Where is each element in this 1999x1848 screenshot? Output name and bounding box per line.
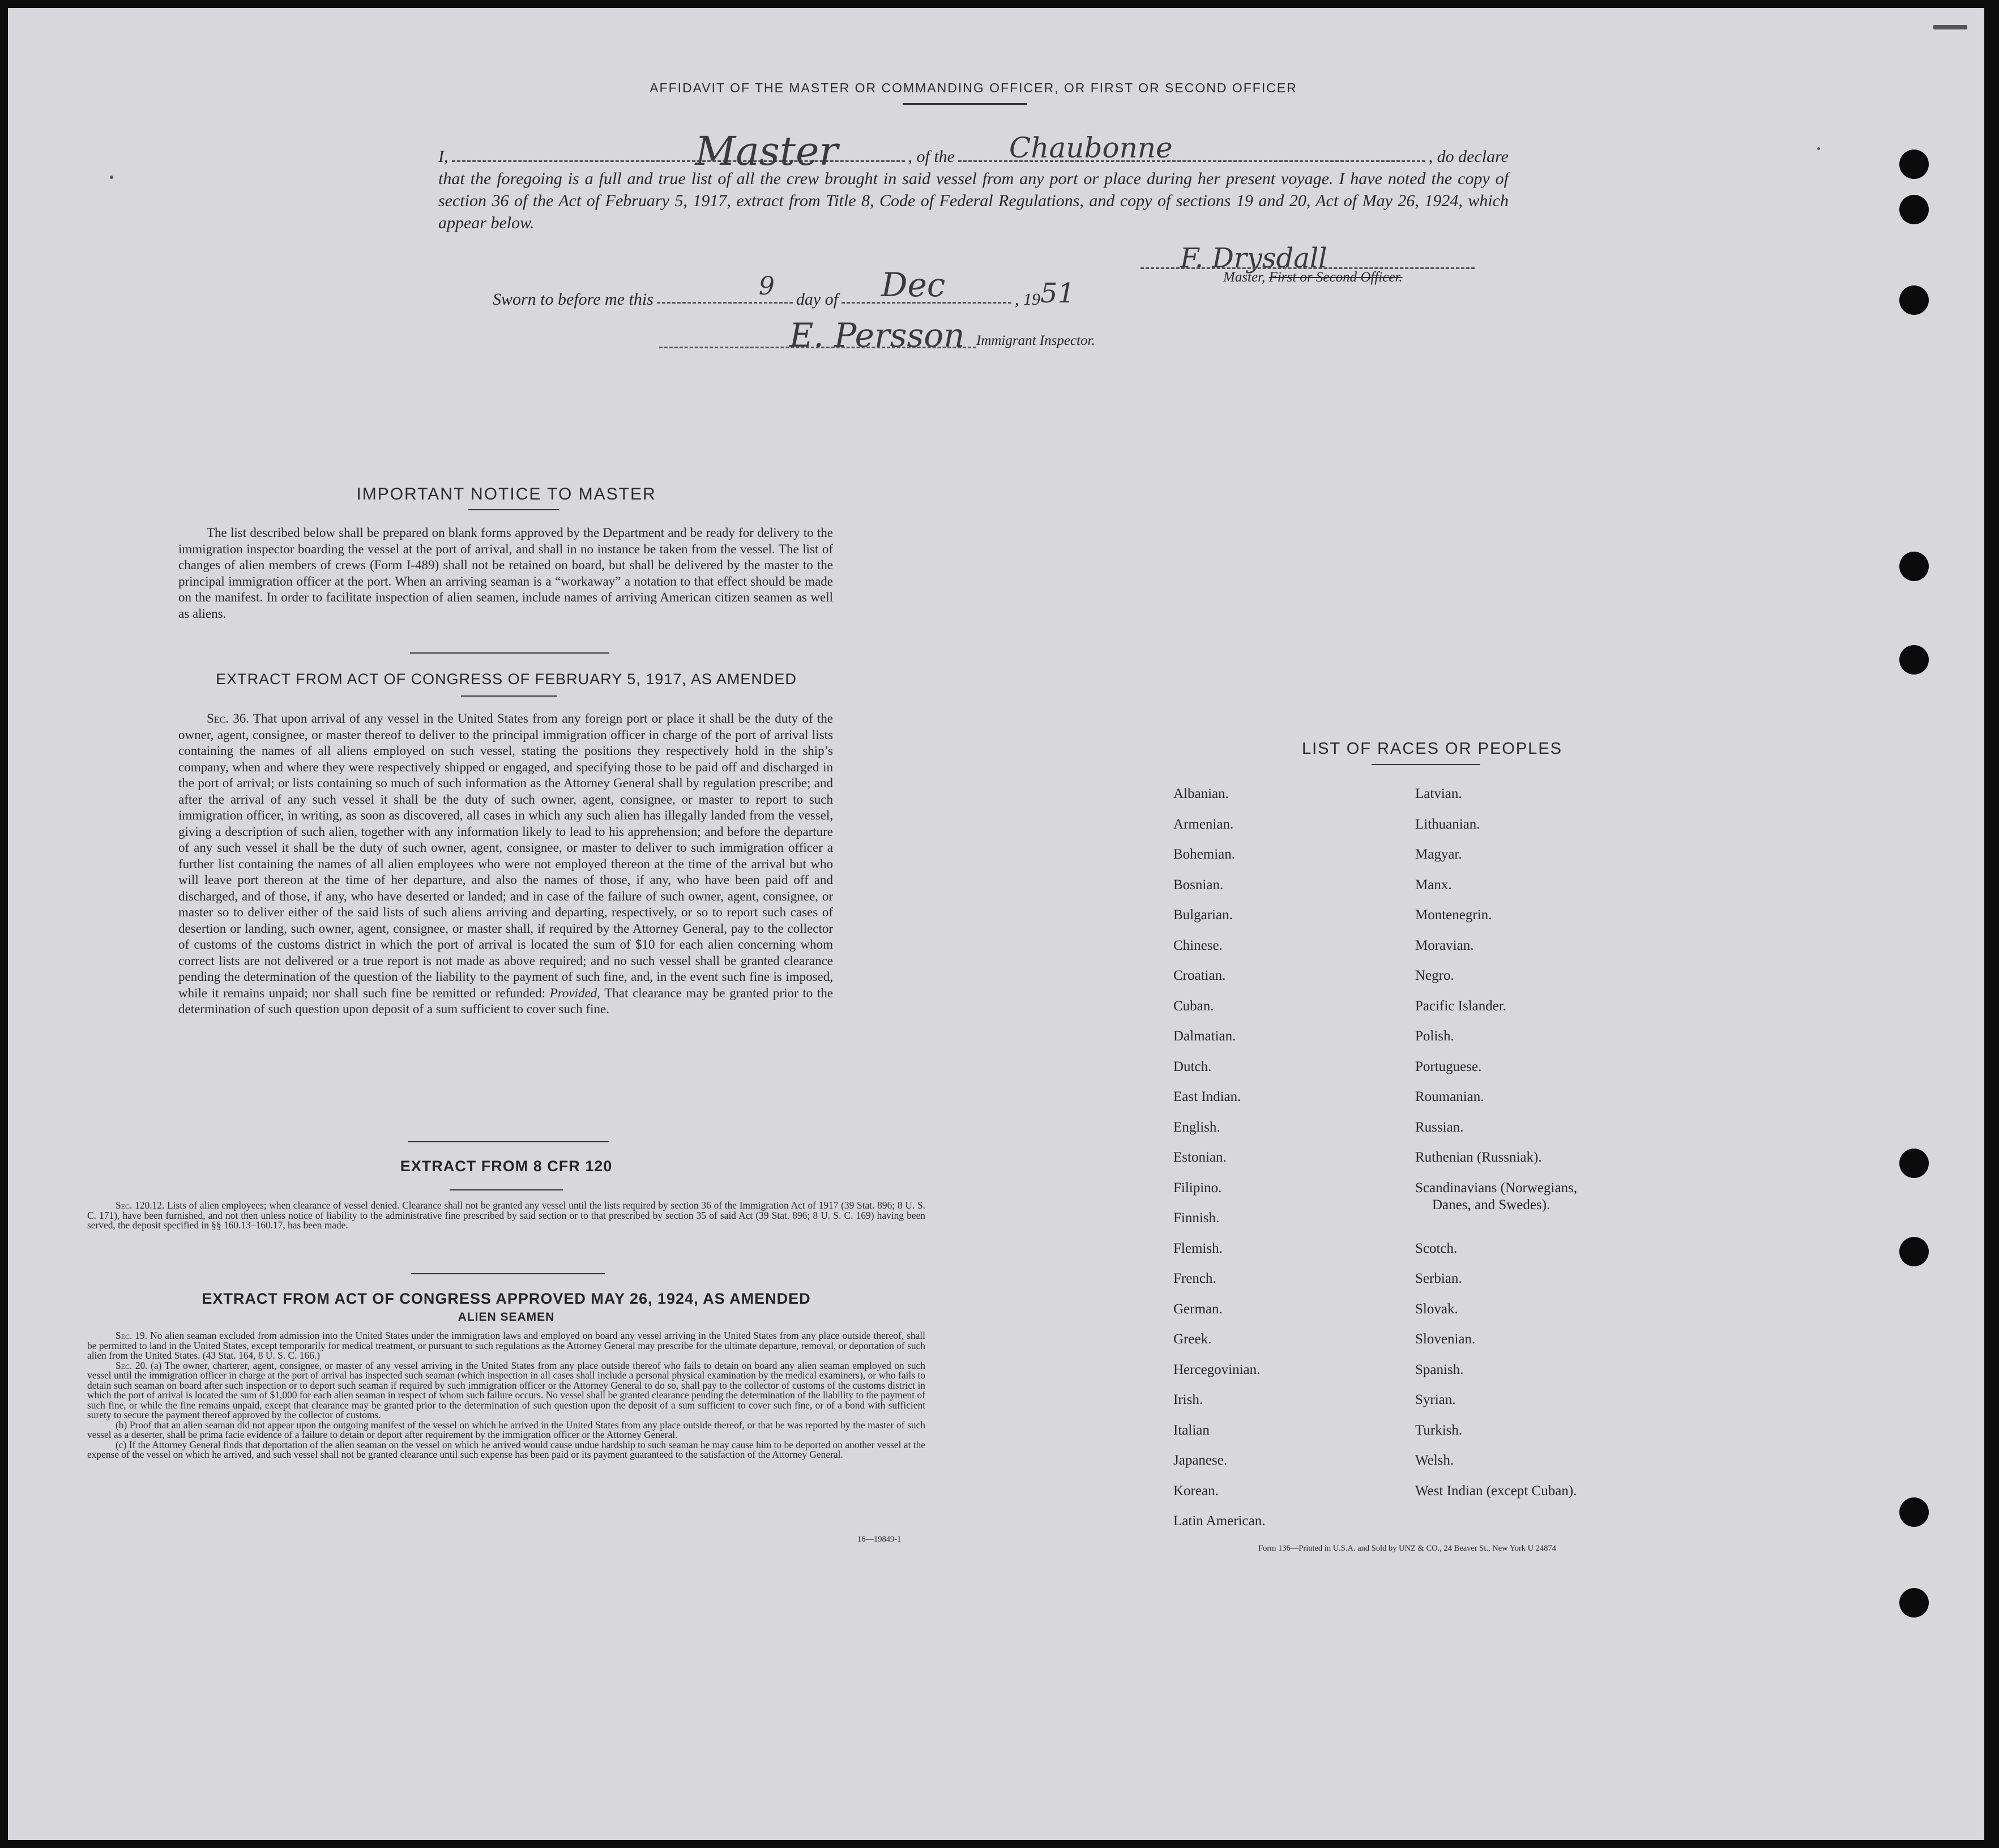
- divider: [1372, 764, 1480, 765]
- section-20a: [87, 1361, 925, 1420]
- divider: [468, 509, 559, 510]
- caption-struck-officer: First or Second Officer.: [1268, 270, 1403, 285]
- race-item: Korean.: [1173, 1483, 1219, 1499]
- race-item: Syrian.: [1415, 1392, 1456, 1407]
- race-item: Magyar.: [1415, 847, 1462, 862]
- handwritten-year: 51: [1040, 278, 1075, 309]
- form-code: 16—19849-1: [857, 1535, 902, 1544]
- race-item: Danes, and Swedes).: [1432, 1197, 1550, 1213]
- race-item: Polish.: [1415, 1028, 1454, 1044]
- race-item: Ruthenian (Russniak).: [1415, 1150, 1542, 1165]
- affidavit-title: AFFIDAVIT OF THE MASTER OR COMMANDING OFFICER, OR FIRST OR SECOND OFFICER: [650, 80, 1297, 95]
- edge-mark: [1933, 25, 1967, 29]
- race-item: Estonian.: [1173, 1150, 1227, 1165]
- punch-hole: [1899, 195, 1929, 224]
- race-item: Pacific Islander.: [1415, 998, 1507, 1014]
- section-36-label: Sec. 36.: [207, 711, 250, 725]
- race-item: Scandinavians (Norwegians,: [1415, 1180, 1578, 1196]
- race-item: Latvian.: [1415, 786, 1462, 801]
- alien-seamen-subtitle: ALIEN SEAMEN: [458, 1311, 555, 1324]
- section-36-text: That upon arrival of any vessel in the United States from any foreign port or place it shall be the duty of the owner, agent, consignee, or master thereof to deliver to the principal immigration officer in charge of the port of arrival lists containing the names of all aliens employed on such vessel, stating the positions they respectively hold in the ship’s company, when and where they were respectively shipped or engaged, and specifying those to be paid off and discharged in the port of arrival; or lists containing so much of such information as the Attorney General shall by regulation prescribe; and after the arrival of any such vessel it shall be the duty of such owner, agent, consignee, or master to report to such immigration officer, in writing, as soon as discovered, all cases in which any such alien has illegally landed from the vessel, giving a description of such alien, together with any information likely to lead to his apprehension; and before the departure of any such vessel it shall be the duty of such owner, agent, consignee, or master to deliver to such immigration officer a further list containing the names of all alien employees who were not employed thereon at the time of the arrival but who will leave port thereon at the time of her departure, and also the names of those, if any, who have been paid off and discharged, and of those, if any, who have deserted or landed; and in case of the failure of such owner, agent, consignee, or master so to deliver either of the said lists of such aliens arriving and departing, respectively, or so to report such cases of desertion or landing, such owner, agent, consignee, or master shall, if required by the Attorney General, pay to the collector of customs of the customs district in which the port of arrival is located the sum of $10 for each alien concerning whom correct lists are not delivered or a true report is not made as above required; and no such vessel shall be granted clearance pending the determination of the question of the liability to the payment of such fine, and, in the event such fine is imposed, while it remains unpaid; nor shall such fine be remitted or refunded:: [178, 711, 833, 1000]
- race-item: Japanese.: [1173, 1453, 1228, 1468]
- handwritten-inspector: E. Persson: [789, 316, 965, 355]
- race-item: French.: [1173, 1271, 1216, 1286]
- caption-master: Master,: [1223, 270, 1266, 285]
- inspector-caption: Immigrant Inspector.: [976, 333, 1095, 348]
- notice-text: The list described below shall be prepared on blank forms approved by the Department and be ready for delivery to the immigration inspector boarding the vessel at the port of arrival, and shall in no instance be taken from the vessel. The list of changes of alien members of crews (Form I-489) shall not be retained on board, but shall be delivered by the master to the principal immigration officer at the port. When an arriving seaman is a “workaway” a notation to that effect should be made on the manifest. In order to facilitate inspection of alien seamen, include names of arriving American citizen seamen as well as aliens.: [178, 526, 833, 621]
- race-item: Chinese.: [1173, 937, 1223, 953]
- section-20b: (b) Proof that an alien seaman did not appear upon the outgoing manifest of the vessel on which he arrived in the United States from any place outside thereof, or that he was reported by the master of such vessel as a deserter, shall be prima facie evidence of a failure to detain or deport after requirement by the immigration officer or the Attorney General.: [87, 1419, 925, 1440]
- handwritten-master: Master: [695, 128, 838, 174]
- day-field: [657, 272, 793, 304]
- race-item: Scotch.: [1415, 1240, 1458, 1256]
- declaration-prefix: I,: [438, 147, 449, 166]
- divider: [461, 695, 557, 697]
- race-item: Armenian.: [1173, 816, 1234, 832]
- race-item: Flemish.: [1173, 1240, 1223, 1256]
- day-of-label: day of: [796, 290, 839, 309]
- race-item: West Indian (except Cuban).: [1415, 1483, 1577, 1499]
- race-item: English.: [1173, 1119, 1220, 1135]
- race-item: Italian: [1173, 1422, 1210, 1438]
- race-item: Manx.: [1415, 877, 1452, 893]
- punch-hole: [1899, 552, 1929, 581]
- race-item: Slovak.: [1415, 1301, 1458, 1317]
- race-item: Russian.: [1415, 1119, 1464, 1135]
- race-item: Slovenian.: [1415, 1331, 1476, 1347]
- inspector-signature-block: [659, 316, 1141, 359]
- notice-title: IMPORTANT NOTICE TO MASTER: [356, 485, 656, 503]
- race-item: Negro.: [1415, 968, 1454, 983]
- form-printer-line: Form 136—Printed in U.S.A. and Sold by UNZ & CO., 24 Beaver St., New York U 24874: [1258, 1544, 1557, 1553]
- section-19-label: Sec. 19.: [116, 1330, 148, 1341]
- race-item: Serbian.: [1415, 1271, 1462, 1286]
- month-field: [842, 266, 1011, 304]
- race-item: Moravian.: [1415, 937, 1474, 953]
- race-item: Portuguese.: [1415, 1059, 1482, 1074]
- handwritten-vessel: Chaubonne: [1009, 131, 1173, 164]
- race-item: Irish.: [1173, 1392, 1203, 1407]
- handwritten-signature: F. Drysdall: [1180, 242, 1327, 274]
- race-item: Dutch.: [1173, 1059, 1212, 1074]
- proviso-text: That clearance may be granted prior to the determination of such question upon deposit of a sum sufficient to cover such fine.: [178, 985, 834, 1016]
- extract-1924-title: EXTRACT FROM ACT OF CONGRESS APPROVED MAY 26, 1924, AS AMENDED: [202, 1290, 811, 1307]
- extract-1924-body: [87, 1331, 925, 1460]
- race-item: German.: [1173, 1301, 1223, 1317]
- race-item: Bohemian.: [1173, 847, 1236, 862]
- cfr-section: [87, 1201, 925, 1231]
- signature-caption: [1223, 270, 1403, 285]
- race-item: Bosnian.: [1173, 877, 1224, 893]
- section-20a-text: (a) The owner, charterer, agent, consignee, or master of any vessel arriving in the United States from any place outside thereof who fails to detain on board any alien seaman employed on such vessel until the immigration officer in charge at the port of arrival has inspected such seaman (which inspection in all cases shall include a personal physical examination by the medical examiners), or who fails to detain such seaman on board after such inspection or to deport such seaman if required by such immigration officer or the Attorney General to do so, shall pay to the collector of customs of the customs district in which the port of arrival is located the sum of $1,000 for each alien seaman in respect of whom such failure occurs. No vessel shall be granted clearance pending the determination of the liability to the payment of such fine, or while the fine remains unpaid, except that clearance may be granted prior to the determination of such question upon the deposit of a sum sufficient to cover such fine, or of a bond with sufficient surety to secure the payment thereof approved by the collector of customs.: [87, 1359, 925, 1420]
- race-item: Hercegovinian.: [1173, 1362, 1261, 1377]
- race-item: Filipino.: [1173, 1180, 1222, 1196]
- punch-hole: [1899, 645, 1929, 675]
- declaration-block: [438, 128, 1509, 234]
- race-item: Welsh.: [1415, 1453, 1454, 1468]
- signature-line: [1141, 267, 1475, 269]
- proviso-word: Provided,: [549, 985, 600, 1000]
- punch-hole: [1899, 1497, 1929, 1527]
- section-36: [178, 711, 833, 1018]
- divider: [410, 652, 609, 654]
- section-20-label: Sec. 20.: [116, 1359, 148, 1371]
- sworn-prefix: Sworn to before me this: [493, 290, 653, 309]
- handwritten-month: Dec: [881, 266, 946, 304]
- race-item: Finnish.: [1173, 1210, 1220, 1226]
- sworn-line: [493, 266, 1201, 309]
- race-item: Montenegrin.: [1415, 907, 1492, 923]
- race-item: Croatian.: [1173, 968, 1226, 983]
- race-item: Dalmatian.: [1173, 1028, 1236, 1044]
- year-prefix: , 19: [1015, 290, 1041, 309]
- punch-hole: [1899, 285, 1929, 315]
- divider: [903, 103, 1027, 105]
- document-page: [8, 8, 1984, 1840]
- vessel-name-field: [958, 131, 1425, 164]
- race-item: Latin American.: [1173, 1513, 1266, 1529]
- of-the-label: , of the: [908, 147, 955, 166]
- race-item: Turkish.: [1415, 1422, 1463, 1438]
- speck: [110, 176, 113, 179]
- race-item: Lithuanian.: [1415, 816, 1480, 832]
- handwritten-day: 9: [758, 272, 775, 301]
- master-name-field: [452, 128, 905, 174]
- punch-hole: [1899, 1588, 1929, 1617]
- section-19: [87, 1331, 925, 1361]
- section-20c: (c) If the Attorney General finds that deportation of the alien seaman on the vessel on which he arrived would cause undue hardship to such seaman he may cause him to be deported on another vessel at the expense of the vessel on which he arrived, and such vessel shall not be granted clearance until such expense has been paid or its payment guaranteed to the satisfaction of the Attorney General.: [87, 1439, 925, 1460]
- speck: [1817, 147, 1820, 150]
- race-item: Cuban.: [1173, 998, 1214, 1014]
- punch-hole: [1899, 150, 1929, 179]
- cfr-section-text: Lists of alien employees; when clearance of vessel denied. Clearance shall not be granted any vessel until the lists required by section 36 of the Immigration Act of 1917 (39 Stat. 896; 8 U. S. C. 171), have been furnished, and not then unless notice of liability to the administrative fine prescribed by said section or to that prescribed by section 35 of said Act (39 Stat. 896; 8 U. S. C. 169) having been served, the deposit specified in §§ 160.13–160.17, has been made.: [87, 1200, 925, 1231]
- race-item: Roumanian.: [1415, 1089, 1484, 1104]
- punch-hole: [1899, 1237, 1929, 1266]
- divider: [408, 1141, 609, 1142]
- races-title: LIST OF RACES OR PEOPLES: [1301, 740, 1563, 758]
- punch-hole: [1899, 1149, 1929, 1178]
- race-item: Albanian.: [1173, 786, 1229, 801]
- divider: [450, 1189, 563, 1190]
- race-item: Greek.: [1173, 1331, 1212, 1347]
- race-item: Spanish.: [1415, 1362, 1464, 1377]
- race-item: Bulgarian.: [1173, 907, 1233, 923]
- notice-body: [178, 525, 833, 622]
- divider: [411, 1273, 605, 1274]
- race-item: East Indian.: [1173, 1089, 1241, 1104]
- section-19-text: No alien seaman excluded from admission into the United States under the immigration laws and employed on board any vessel arriving in the United States from any place outside thereof, shall be permitted to land in the United States, except temporarily for medical treatment, or pursuant to such regulations as the Attorney General may prescribe for the ultimate departure, removal, or deportation of such alien from the United States. (43 Stat. 164, 8 U. S. C. 166.): [87, 1330, 925, 1361]
- cfr-title: EXTRACT FROM 8 CFR 120: [400, 1158, 613, 1175]
- do-declare-label: , do declare: [1428, 147, 1509, 166]
- cfr-body: [87, 1201, 925, 1231]
- extract-1917-body: [178, 711, 833, 1018]
- cfr-section-label: Sec. 120.12.: [116, 1200, 165, 1211]
- extract-1917-title: EXTRACT FROM ACT OF CONGRESS OF FEBRUARY 5, 1917, AS AMENDED: [216, 671, 797, 688]
- declaration-text: that the foregoing is a full and true list of all the crew brought in said vessel from any port or place during her present voyage. I have noted the copy of section 36 of the Act of February 5, 1917, extract from Title 8, Code of Federal Regulations, and copy of sections 19 and 20, Act of May 26, 1924, which appear below.: [438, 169, 1509, 232]
